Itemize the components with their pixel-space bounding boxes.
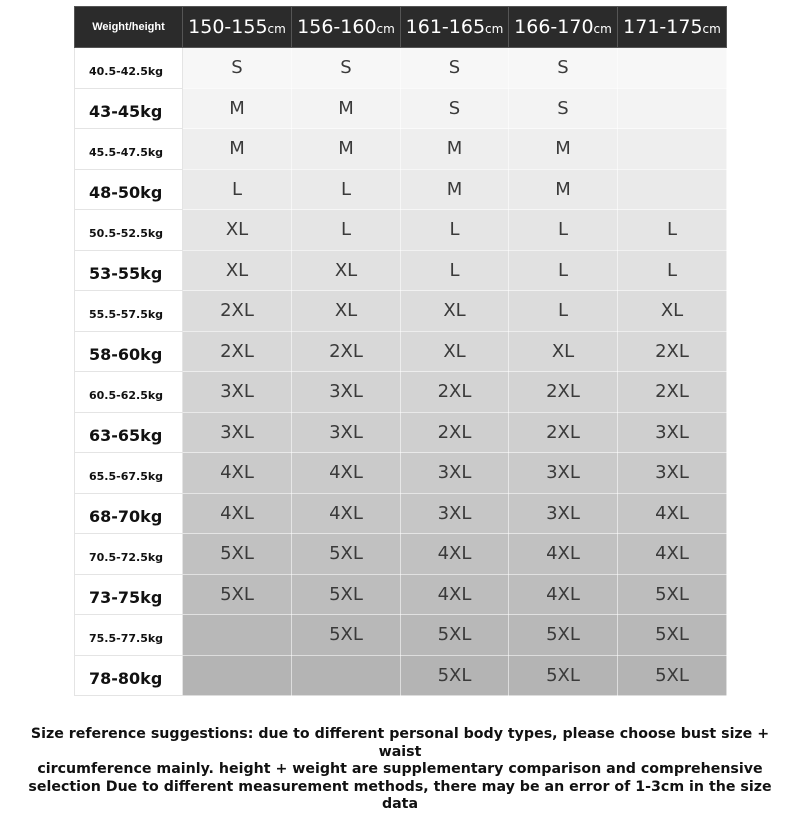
size-cell: XL: [401, 291, 509, 332]
table-row: [75, 453, 727, 494]
weight-label: 53-55kg: [75, 250, 183, 291]
table-row: [75, 372, 727, 413]
size-cell: M: [292, 88, 401, 129]
size-cell: 5XL: [401, 655, 509, 696]
size-cell: 4XL: [292, 493, 401, 534]
weight-label: 78-80kg: [75, 655, 183, 696]
height-unit: cm: [485, 22, 504, 36]
size-cell: L: [618, 210, 727, 251]
size-cell: 5XL: [618, 655, 727, 696]
table-row: [75, 534, 727, 575]
size-cell: 3XL: [509, 453, 618, 494]
height-header: [401, 7, 509, 48]
table-row: [75, 210, 727, 251]
height-range: 150-155: [188, 16, 268, 38]
size-cell: L: [509, 291, 618, 332]
size-cell: 3XL: [292, 372, 401, 413]
footnote-line: selection Due to different measurement methods, there may be an error of 1-3cm in the size data: [28, 778, 772, 812]
size-cell: 5XL: [509, 655, 618, 696]
weight-label: 73-75kg: [75, 574, 183, 615]
height-header: [509, 7, 618, 48]
table-header-row: [75, 7, 727, 48]
size-cell: 5XL: [183, 534, 292, 575]
size-cell: L: [509, 210, 618, 251]
size-cell: [618, 48, 727, 89]
size-cell: 2XL: [292, 331, 401, 372]
weight-height-header: Weight/height: [75, 7, 183, 48]
weight-label: 65.5-67.5kg: [75, 453, 183, 494]
size-cell: 3XL: [292, 412, 401, 453]
size-cell: L: [292, 169, 401, 210]
size-cell: L: [618, 250, 727, 291]
size-cell: XL: [401, 331, 509, 372]
table-row: [75, 615, 727, 656]
table-row: [75, 129, 727, 170]
size-cell: 2XL: [183, 331, 292, 372]
size-cell: 3XL: [401, 453, 509, 494]
weight-label: 70.5-72.5kg: [75, 534, 183, 575]
size-cell: 2XL: [401, 372, 509, 413]
table-row: [75, 574, 727, 615]
footnote-line: circumference mainly. height + weight are supplementary comparison and comprehensive: [37, 761, 763, 777]
size-cell: [292, 655, 401, 696]
size-cell: S: [509, 88, 618, 129]
size-cell: M: [509, 169, 618, 210]
size-cell: S: [509, 48, 618, 89]
size-footnote: [16, 726, 784, 814]
size-cell: XL: [183, 210, 292, 251]
height-unit: cm: [267, 22, 286, 36]
size-cell: 3XL: [183, 372, 292, 413]
size-rows: [75, 48, 727, 696]
size-cell: [618, 169, 727, 210]
size-cell: 3XL: [618, 412, 727, 453]
size-cell: [183, 615, 292, 656]
height-unit: cm: [376, 22, 395, 36]
size-cell: 3XL: [183, 412, 292, 453]
size-cell: L: [401, 250, 509, 291]
size-cell: M: [509, 129, 618, 170]
weight-label: 68-70kg: [75, 493, 183, 534]
size-cell: 4XL: [183, 453, 292, 494]
size-cell: XL: [618, 291, 727, 332]
size-cell: XL: [292, 250, 401, 291]
size-cell: 5XL: [292, 574, 401, 615]
table-row: [75, 331, 727, 372]
size-cell: M: [401, 169, 509, 210]
size-cell: 2XL: [618, 331, 727, 372]
height-header: [618, 7, 727, 48]
size-cell: 4XL: [509, 534, 618, 575]
table-row: [75, 48, 727, 89]
size-cell: S: [401, 88, 509, 129]
size-cell: 5XL: [509, 615, 618, 656]
table-row: [75, 412, 727, 453]
height-range: 171-175: [623, 16, 703, 38]
size-cell: L: [509, 250, 618, 291]
size-cell: 5XL: [292, 534, 401, 575]
size-cell: 5XL: [618, 615, 727, 656]
size-cell: [618, 129, 727, 170]
size-cell: 4XL: [292, 453, 401, 494]
size-cell: M: [401, 129, 509, 170]
size-cell: [183, 655, 292, 696]
size-cell: 5XL: [618, 574, 727, 615]
weight-label: 43-45kg: [75, 88, 183, 129]
height-header: [183, 7, 292, 48]
size-cell: 5XL: [183, 574, 292, 615]
size-cell: 4XL: [618, 534, 727, 575]
height-range: 156-160: [297, 16, 377, 38]
table-row: [75, 493, 727, 534]
weight-label: 40.5-42.5kg: [75, 48, 183, 89]
weight-label: 55.5-57.5kg: [75, 291, 183, 332]
size-cell: 4XL: [401, 534, 509, 575]
size-cell: XL: [509, 331, 618, 372]
size-cell: L: [292, 210, 401, 251]
height-range: 166-170: [514, 16, 594, 38]
size-cell: 2XL: [401, 412, 509, 453]
size-cell: 5XL: [292, 615, 401, 656]
size-cell: M: [292, 129, 401, 170]
height-header: [292, 7, 401, 48]
size-cell: L: [183, 169, 292, 210]
size-cell: 4XL: [618, 493, 727, 534]
table-row: [75, 291, 727, 332]
size-cell: 3XL: [509, 493, 618, 534]
size-cell: 2XL: [618, 372, 727, 413]
size-cell: 3XL: [618, 453, 727, 494]
size-cell: 2XL: [509, 372, 618, 413]
weight-label: 48-50kg: [75, 169, 183, 210]
size-cell: 2XL: [183, 291, 292, 332]
size-cell: M: [183, 88, 292, 129]
size-cell: XL: [183, 250, 292, 291]
size-cell: 2XL: [509, 412, 618, 453]
size-cell: S: [401, 48, 509, 89]
size-cell: XL: [292, 291, 401, 332]
footnote-line: Size reference suggestions: due to different personal body types, please choose bust size + waist: [30, 726, 770, 760]
weight-label: 58-60kg: [75, 331, 183, 372]
height-unit: cm: [702, 22, 721, 36]
table-row: [75, 250, 727, 291]
weight-label: 75.5-77.5kg: [75, 615, 183, 656]
size-cell: M: [183, 129, 292, 170]
size-cell: [618, 88, 727, 129]
size-cell: 4XL: [509, 574, 618, 615]
table-row: [75, 88, 727, 129]
height-unit: cm: [593, 22, 612, 36]
size-cell: S: [292, 48, 401, 89]
table-row: [75, 655, 727, 696]
size-cell: S: [183, 48, 292, 89]
size-cell: 4XL: [183, 493, 292, 534]
size-chart-table: [74, 6, 727, 696]
weight-label: 45.5-47.5kg: [75, 129, 183, 170]
size-cell: 5XL: [401, 615, 509, 656]
height-range: 161-165: [405, 16, 486, 38]
weight-label: 63-65kg: [75, 412, 183, 453]
weight-label: 50.5-52.5kg: [75, 210, 183, 251]
table-row: [75, 169, 727, 210]
size-cell: 3XL: [401, 493, 509, 534]
size-cell: 4XL: [401, 574, 509, 615]
size-cell: L: [401, 210, 509, 251]
weight-label: 60.5-62.5kg: [75, 372, 183, 413]
